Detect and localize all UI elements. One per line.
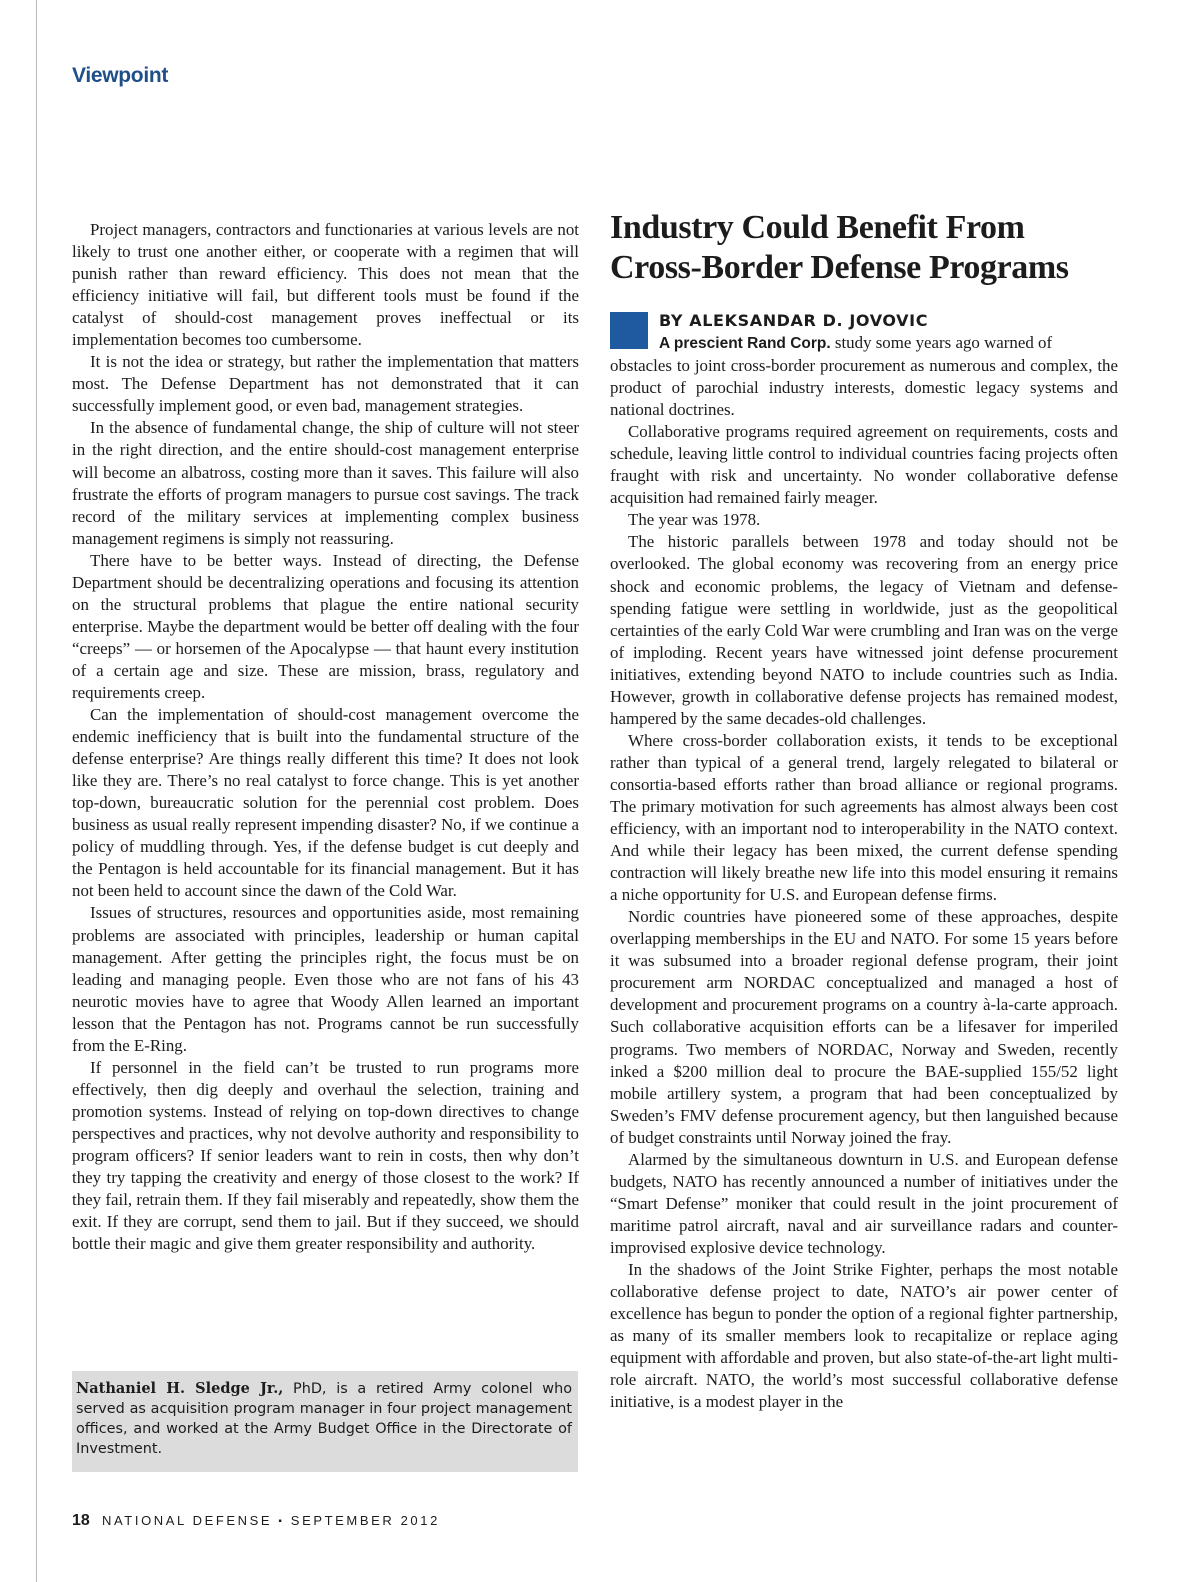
section-label: Viewpoint [72, 64, 169, 87]
paragraph: Issues of structures, resources and opportunities aside, most remaining problems are associated with principles, leadership or human capital management. After getting the principles right, the focus must be on leading and managing people. Even those who are not fans of his 43 neurotic movies have to agree that Woody Allen learned an important lesson that the Pentagon has not. Programs cannot be run successfully from the E-Ring. [72, 903, 579, 1055]
lead-in: A prescient Rand Corp. [659, 335, 831, 352]
byline-block [610, 310, 1118, 355]
paragraph: Alarmed by the simultaneous downturn in U.S. and European defense budgets, NATO has recently announced a number of initiatives under the “Smart Defense” moniker that could result in the joint procurement of maritime patrol aircraft, naval and air surveillance radars and counter-improvised explosive device technology. [610, 1149, 1118, 1257]
paragraph: The historic parallels between 1978 and today should not be overlooked. The global economy was recovering from an energy price shock and economic problems, the legacy of Vietnam and defense-spending fatigue were settling in worldwide, just as the geopolitical certainties of the early Cold War were crumbling and Iran was on the verge of imploding. Recent years have witnessed joint defense procurement initiatives, extending beyond NATO to include countries such as India. However, growth in collaborative defense projects has remained modest, hampered by the same decades-old challenges. [610, 532, 1118, 728]
page-number: 18 [72, 1512, 90, 1529]
paragraph: Nordic countries have pioneered some of these approaches, despite overlapping memberships in the EU and NATO. For some 15 years before it was subsumed into a broader regional defense program, their joint procurement arm NORDAC conceptualized and managed a host of development and procurement programs on a country à-la-carte approach. Such collaborative acquisition efforts can be a lifesaver for imperiled programs. Two members of NORDAC, Norway and Sweden, recently inked a $200 million deal to procure the BAE-supplied 155/52 light mobile artillery system, a program that had been conceptualized by Sweden’s FMV defense procurement agency, but then languished because of budget constraints until Norway joined the fray. [610, 907, 1118, 1147]
paragraph: Project managers, contractors and functionaries at various levels are not likely to trust one another either, or cooperate with a regimen that will punish rather than reward efficiency. This does not mean that the efficiency initiative will fail, but different tools must be found if the catalyst of should-cost management proves ineffectual or its implementation becomes too cumbersome. [72, 220, 579, 350]
author-bio-box [72, 1371, 578, 1472]
left-column [72, 219, 579, 1255]
author-bio-name: Nathaniel H. Sledge Jr., [76, 1380, 284, 1397]
paragraph: Can the implementation of should-cost management overcome the endemic inefficiency that is built into the fundamental structure of the defense enterprise? Are things really different this time? It does not look like they are. There’s no real catalyst to force change. This is yet another top-down, bureaucratic solution for the perennial cost problem. Does business as usual really represent impending disaster? No, if we continue a policy of muddling through. Yes, if the defense budget is cut deeply and the Pentagon is held accountable for its financial management. But it has not been held to account since the dawn of the Cold War. [72, 705, 579, 901]
lead-paragraph-continued: obstacles to joint cross-border procurement as numerous and complex, the product of parochial industry interests, domestic legacy systems and national doctrines. [610, 356, 1118, 420]
article-byline: BY ALEKSANDAR D. JOVOVIC [659, 311, 929, 330]
paragraph: There have to be better ways. Instead of directing, the Defense Department should be decentralizing operations and focusing its attention on the structural problems that plague the entire national security enterprise. Maybe the department would be better off dealing with the four “creeps” — or horsemen of the Apocalypse — that haunt every institution of a certain age and size. These are mission, brass, regulatory and requirements creep. [72, 550, 579, 702]
footer-separator: ▪ [278, 1516, 285, 1527]
paragraph: The year was 1978. [628, 510, 761, 530]
paragraph: In the shadows of the Joint Strike Fighter, perhaps the most notable collaborative defense project to date, NATO’s air power center of excellence has begun to ponder the option of a regional fighter partnership, as many of its smaller members look to recapitalize or replace aging equipment with affordable and proven, but also state-of-the-art light multi-role aircraft. NATO, the world’s most successful collaborative defense initiative, is a modest player in the [610, 1259, 1118, 1412]
paragraph: In the absence of fundamental change, the ship of culture will not steer in the right direction, and the entire should-cost management enterprise will become an albatross, costing more than it saves. This failure will also frustrate the efforts of program managers to pursue cost savings. The track record of the military services at implementing complex business management regimens is simply not reassuring. [72, 418, 579, 548]
right-column [610, 203, 1118, 1413]
article-headline: Industry Could Benefit From Cross-Border Defense Programs [610, 209, 1069, 286]
byline-square-icon [610, 312, 648, 349]
issue-date: SEPTEMBER 2012 [290, 1513, 440, 1528]
paragraph: It is not the idea or strategy, but rather the implementation that matters most. The Defense Department has not demonstrated that it can successfully implement good, or even bad, management strategies. [72, 352, 579, 416]
paragraph: Collaborative programs required agreement on requirements, costs and schedule, leaving little control to individual countries facing projects often fraught with risk and uncertainty. No wonder collaborative defense acquisition had remained fairly meager. [610, 422, 1118, 508]
lead-paragraph [659, 332, 1118, 355]
author-bio-text: PhD, is a retired Army colonel who served as acquisition program manager in four project management offices, and worked at the Army Budget Office in the Directorate of Investment. [76, 1381, 572, 1457]
lead-text: study some years ago warned of [830, 333, 1053, 352]
page-margin-rule [36, 0, 37, 1582]
paragraph: Where cross-border collaboration exists, it tends to be exceptional rather than typical of a general trend, largely relegated to bilateral or consortia-based efforts rather than broad alliance or regional programs. The primary motivation for such agreements has almost always been cost efficiency, with an important nod to interoperability in the NATO context. And while their legacy has been mixed, the current defense spending contraction will likely breathe new life into this model ensuring it remains a niche opportunity for U.S. and European defense firms. [610, 730, 1118, 905]
publication-name: NATIONAL DEFENSE [102, 1513, 273, 1528]
page-footer [72, 1512, 440, 1530]
paragraph: If personnel in the field can’t be trusted to run programs more effectively, then dig deeply and overhaul the selection, training and promotion systems. Instead of relying on top-down directives to change perspectives and practices, why not devolve authority and responsibility to program officers? If senior leaders want to rein in costs, then why don’t they try tapping the creativity and energy of those closest to the work? If they fail, retrain them. If they fail miserably and repeatedly, show them the exit. If they are corrupt, send them to jail. But if they succeed, we should bottle their magic and give them greater responsibility and authority. [72, 1057, 579, 1254]
